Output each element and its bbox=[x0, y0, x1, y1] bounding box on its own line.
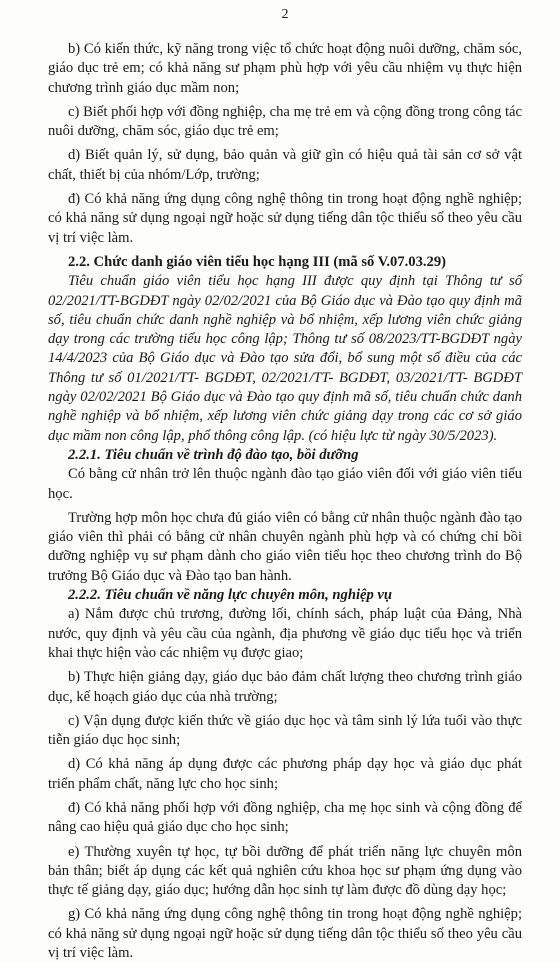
item-dd-it-skills: đ) Có khả năng ứng dụng công nghệ thông tin trong hoạt động nghề nghiệp; có khả năng sử dụng ngoại ngữ hoặc sử dụng tiếng dân tộc thiểu số theo yêu cầu vị trí việc làm. bbox=[48, 191, 522, 246]
subsection-heading-2-2-2: 2.2.2. Tiêu chuẩn về năng lực chuyên môn, nghiệp vụ bbox=[68, 587, 393, 604]
degree-exception: Trường hợp môn học chưa đủ giáo viên có bằng cử nhân thuộc ngành đào tạo giáo viên thì phải có bằng cử nhân chuyên ngành phù hợp và có chứng chỉ bồi dưỡng nghiệp vụ sư phạm dành cho giáo viên tiểu học theo chương trình do Bộ trưởng Bộ Giáo dục và Đào tạo ban hành. bbox=[48, 509, 522, 584]
item-g-it-skills: g) Có khả năng ứng dụng công nghệ thông tin trong hoạt động nghề nghiệp; có khả năng sử dụng ngoại ngữ hoặc sử dụng tiếng dân tộc thiểu số theo yêu cầu vị trí việc làm. bbox=[48, 906, 522, 962]
item-b-teaching: b) Thực hiện giảng dạy, giáo dục bảo đảm chất lượng theo chương trình giáo dục, kế hoạch giáo dục của nhà trường; bbox=[48, 669, 522, 705]
item-d-assets: d) Biết quản lý, sử dụng, bảo quản và giữ gìn có hiệu quả tài sản cơ sở vật chất, thiết bị của nhóm/Lớp, trường; bbox=[48, 147, 522, 183]
page-number: 2 bbox=[281, 7, 289, 22]
subsection-heading-2-2-1: 2.2.1. Tiêu chuẩn về trình độ đào tạo, bồi dưỡng bbox=[68, 446, 359, 463]
degree-requirement: Có bằng cử nhân trở lên thuộc ngành đào tạo giáo viên đối với giáo viên tiểu học. bbox=[48, 466, 522, 502]
item-a-policy: a) Nắm được chủ trương, đường lối, chính sách, pháp luật của Đảng, Nhà nước, quy định và yêu cầu của ngành, địa phương về giáo dục tiểu học và triển khai thực hiện vào các nhiệm vụ được giao; bbox=[48, 606, 522, 661]
item-c-psychology: c) Vận dụng được kiến thức về giáo dục học và tâm sinh lý lứa tuổi vào thực tiễn giáo dục học sinh; bbox=[48, 712, 522, 749]
item-c-coordination: c) Biết phối hợp với đồng nghiệp, cha mẹ trẻ em và cộng đồng trong công tác nuôi dưỡng, chăm sóc, giáo dục trẻ em; bbox=[48, 103, 522, 140]
item-d-methods: d) Có khả năng áp dụng được các phương pháp dạy học và giáo dục phát triển phẩm chất, năng lực cho học sinh; bbox=[48, 756, 522, 792]
item-e-self-study: e) Thường xuyên tự học, tự bồi dưỡng để phát triển năng lực chuyên môn bản thân; biết áp dụng các kết quả nghiên cứu khoa học sư phạm ứng dụng vào thực tế giảng dạy, giáo dục; hướng dẫn học sinh tự làm được đồ dùng dạy học; bbox=[48, 843, 522, 899]
item-b-knowledge: b) Có kiến thức, kỹ năng trong việc tổ chức hoạt động nuôi dưỡng, chăm sóc, giáo dục trẻ em; có khả năng sư phạm phù hợp với yêu cầu nhiệm vụ thực hiện chương trình giáo dục mầm non; bbox=[48, 41, 522, 96]
item-dd-cooperation: đ) Có khả năng phối hợp với đồng nghiệp, cha mẹ học sinh và cộng đồng để nâng cao hiệu quả giáo dục cho học sinh; bbox=[48, 799, 522, 836]
section-heading-2-2: 2.2. Chức danh giáo viên tiểu học hạng III (mã số V.07.03.29) bbox=[68, 253, 446, 270]
standards-intro: Tiêu chuẩn giáo viên tiểu học hạng III được quy định tại Thông tư số 02/2021/TT-BGDĐT ngày 02/02/2021 của Bộ Giáo dục và Đào tạo quy định mã số, tiêu chuẩn chức danh nghề nghiệp và bổ nhiệm, xếp lương viên chức giảng dạy trong các trường tiểu học công lập; Thông tư số 08/2023/TT-BGDĐT ngày 14/4/2023 của Bộ Giáo dục và Đào tạo sửa đổi, bổ sung một số điều của các Thông tư số 01/2021/TT- BGDĐT, 02/2021/TT- BGDĐT, 03/2021/TT- BGDĐT ngày 02/02/2021 Bộ Giáo dục và Đào tạo quy định mã số, tiêu chuẩn chức danh nghề nghiệp và bổ nhiệm, xếp lương viên chức giảng dạy trong các cơ sở giáo dục mầm non công lập, phổ thông công lập. (có hiệu lực từ ngày 30/5/2023). bbox=[48, 273, 522, 444]
